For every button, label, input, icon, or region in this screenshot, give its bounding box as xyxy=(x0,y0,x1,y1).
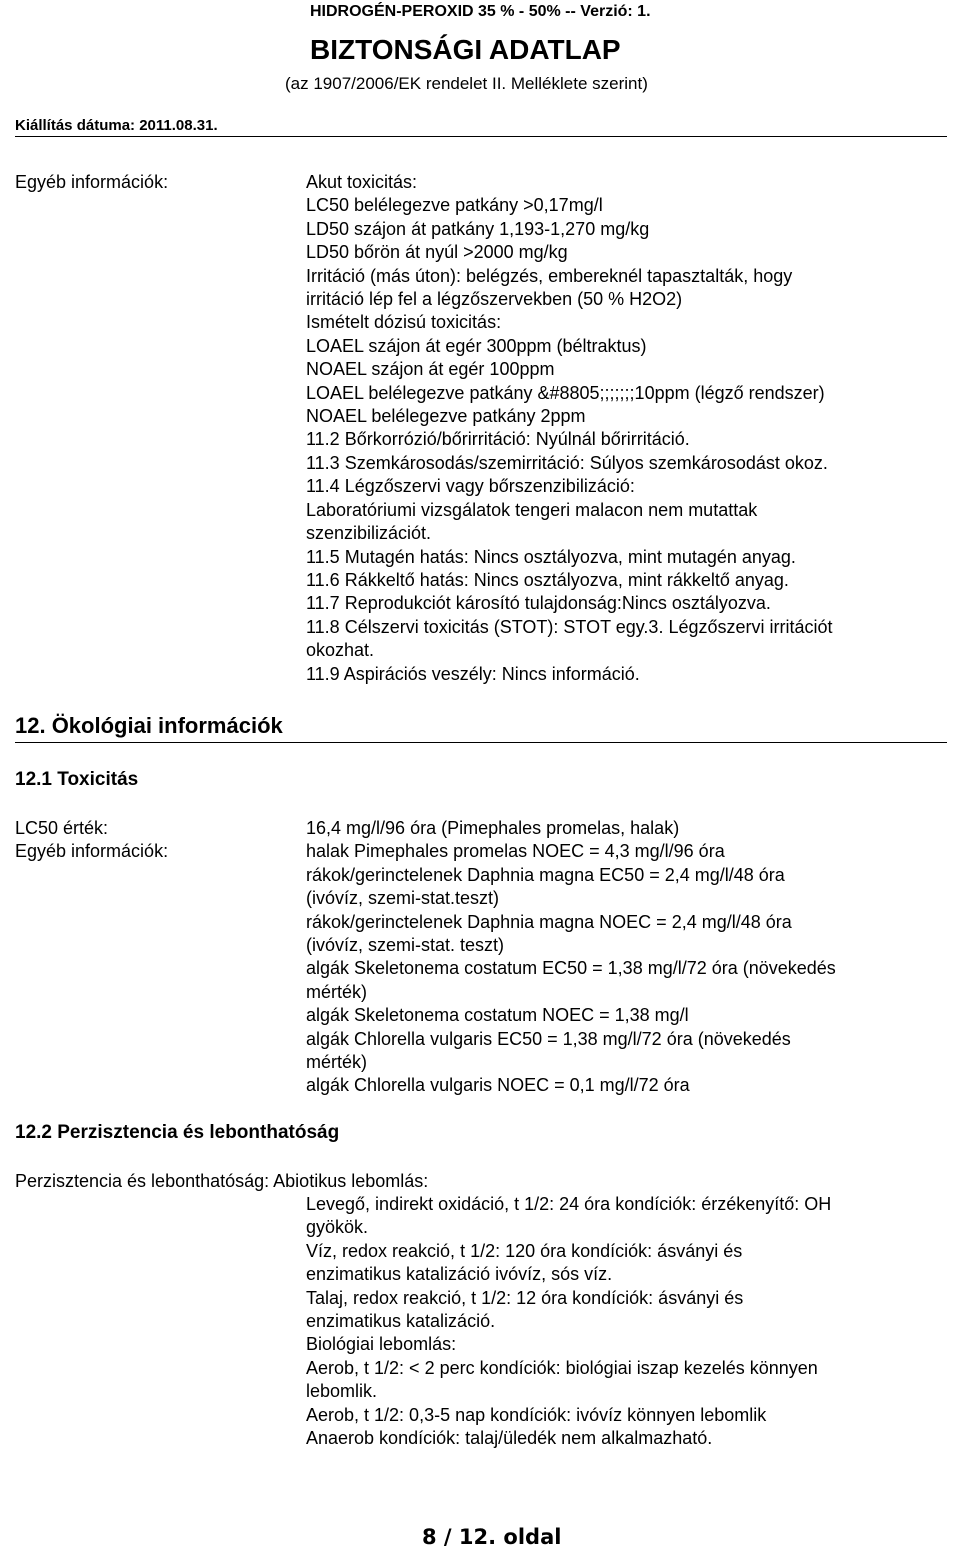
text-line: NOAEL szájon át egér 100ppm xyxy=(306,359,555,380)
page-number: 8 / 12. oldal xyxy=(422,1525,562,1549)
text-line: enzimatikus katalizáció ivóvíz, sós víz. xyxy=(306,1264,613,1285)
text-line: rákok/gerinctelenek Daphnia magna NOEC = 2,4 mg/l/48 óra xyxy=(306,911,792,932)
subsection-heading: 12.1 Toxicitás xyxy=(15,769,139,790)
text-line: Anaerob kondíciók: talaj/üledék nem alkalmazható. xyxy=(306,1428,713,1449)
subsection-heading: 12.2 Perzisztencia és lebonthatóság xyxy=(15,1122,340,1143)
text-line: Aerob, t 1/2: 0,3-5 nap kondíciók: ivóvíz könnyen lebomlik xyxy=(306,1404,767,1425)
text-line: enzimatikus katalizáció. xyxy=(306,1311,496,1332)
text-line: szenzibilizációt. xyxy=(306,523,432,544)
text-line: (ivóvíz, szemi-stat.teszt) xyxy=(306,888,500,909)
text-line: rákok/gerinctelenek Daphnia magna EC50 = 2,4 mg/l/48 óra xyxy=(306,864,785,885)
text-line: 11.8 Célszervi toxicitás (STOT): STOT egy.3. Légzőszervi irritációt xyxy=(306,616,833,637)
text-line: 11.3 Szemkárosodás/szemirritáció: Súlyos szemkárosodást okoz. xyxy=(306,452,828,473)
text-line: (ivóvíz, szemi-stat. teszt) xyxy=(306,935,505,956)
text-line: 16,4 mg/l/96 óra (Pimephales promelas, halak) xyxy=(306,818,680,838)
text-line: 11.9 Aspirációs veszély: Nincs információ. xyxy=(306,663,640,684)
text-line: 11.5 Mutagén hatás: Nincs osztályozva, mint mutagén anyag. xyxy=(306,546,796,567)
text-line: 11.4 Légzőszervi vagy bőrszenzibilizáció: xyxy=(306,476,635,497)
other-info-label: Egyéb információk: xyxy=(15,841,169,861)
text-line: algák Skeletonema costatum EC50 = 1,38 mg/l/72 óra (növekedés xyxy=(306,958,836,979)
text-line: mérték) xyxy=(306,1052,368,1073)
text-line: LOAEL belélegezve patkány &#8805;;;;;;;10ppm (légző rendszer) xyxy=(306,382,825,403)
text-line: Aerob, t 1/2: < 2 perc kondíciók: biológiai iszap kezelés könnyen xyxy=(306,1357,818,1378)
product-name: HIDROGÉN-PEROXID 35 % - 50% -- Verzió: 1. xyxy=(310,3,651,20)
text-line: okozhat. xyxy=(306,640,375,661)
text-line: LD50 szájon át patkány 1,193-1,270 mg/kg xyxy=(306,218,650,239)
text-line: 11.6 Rákkeltő hatás: Nincs osztályozva, mint rákkeltő anyag. xyxy=(306,569,789,590)
text-line: Ismételt dózisú toxicitás: xyxy=(306,312,502,333)
text-line: LOAEL szájon át egér 300ppm (béltraktus) xyxy=(306,335,647,356)
persistence-label: Perzisztencia és lebonthatóság: Abiotikus lebomlás: xyxy=(15,1171,429,1191)
document-title: BIZTONSÁGI ADATLAP xyxy=(310,34,621,65)
text-line: mérték) xyxy=(306,981,368,1002)
toxicology-details xyxy=(306,171,833,686)
ecotoxicity-details xyxy=(306,817,836,1098)
section-heading: 12. Ökológiai információk xyxy=(15,713,283,738)
header-divider xyxy=(15,136,947,137)
issue-date: Kiállítás dátuma: 2011.08.31. xyxy=(15,117,218,134)
text-line: Akut toxicitás: xyxy=(306,172,418,192)
text-line: halak Pimephales promelas NOEC = 4,3 mg/l/96 óra xyxy=(306,841,725,862)
text-line: LC50 belélegezve patkány >0,17mg/l xyxy=(306,195,603,216)
text-line: 11.2 Bőrkorrózió/bőrirritáció: Nyúlnál bőrirritáció. xyxy=(306,429,690,450)
text-line: lebomlik. xyxy=(306,1381,378,1402)
persistence-details xyxy=(306,1193,831,1450)
text-line: LD50 bőrön át nyúl >2000 mg/kg xyxy=(306,242,568,263)
other-info-label: Egyéb információk: xyxy=(15,172,169,192)
text-line: Levegő, indirekt oxidáció, t 1/2: 24 óra kondíciók: érzékenyítő: OH xyxy=(306,1194,832,1214)
lc50-label: LC50 érték: xyxy=(15,818,109,838)
text-line: Biológiai lebomlás: xyxy=(306,1334,457,1355)
text-line: NOAEL belélegezve patkány 2ppm xyxy=(306,406,586,427)
regulation-subtitle: (az 1907/2006/EK rendelet II. Melléklete szerint) xyxy=(285,74,648,93)
text-line: algák Skeletonema costatum NOEC = 1,38 mg/l xyxy=(306,1005,689,1026)
text-line: Víz, redox reakció, t 1/2: 120 óra kondíciók: ásványi és xyxy=(306,1240,743,1261)
text-line: algák Chlorella vulgaris NOEC = 0,1 mg/l/72 óra xyxy=(306,1075,690,1096)
text-line: Talaj, redox reakció, t 1/2: 12 óra kondíciók: ásványi és xyxy=(306,1287,744,1308)
text-line: irritáció lép fel a légzőszervekben (50 % H2O2) xyxy=(306,289,683,310)
text-line: algák Chlorella vulgaris EC50 = 1,38 mg/l/72 óra (növekedés xyxy=(306,1028,791,1049)
text-line: gyökök. xyxy=(306,1217,369,1238)
section-divider xyxy=(15,742,947,743)
text-line: Laboratóriumi vizsgálatok tengeri malacon nem mutattak xyxy=(306,499,758,520)
text-line: Irritáció (más úton): belégzés, embereknél tapasztalták, hogy xyxy=(306,265,793,286)
text-line: 11.7 Reprodukciót károsító tulajdonság:Nincs osztályozva. xyxy=(306,593,771,614)
